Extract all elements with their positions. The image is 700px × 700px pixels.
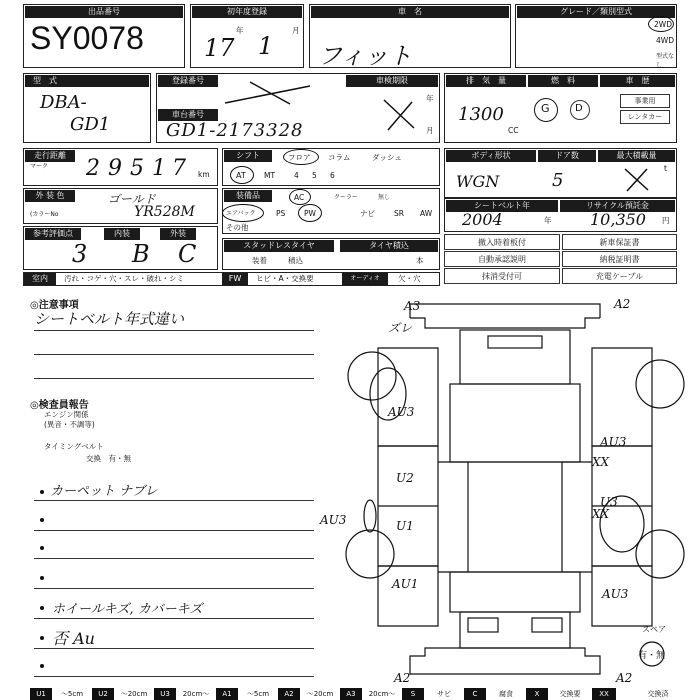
mark-a2-bottom-right: A2 — [616, 671, 633, 685]
mark-a3-top: A3 — [404, 299, 421, 313]
legend-v-3: 20cm〜 — [176, 688, 216, 700]
history-opt2: レンタカー — [620, 110, 670, 124]
report-rule-5 — [34, 618, 314, 619]
doc-6: 充電ケーブル — [562, 268, 677, 284]
inspection-label: 車検期限 — [346, 75, 438, 87]
first-reg-year: 17 — [204, 34, 235, 62]
report-rule-6 — [34, 648, 314, 649]
studless-b: 積込 — [288, 256, 303, 265]
legend-k-9: X — [526, 688, 548, 700]
report-item-5: ホイールキズ, カバーキズ — [52, 602, 203, 617]
legend-k-8: C — [464, 688, 486, 700]
grade-4wd: 4WD — [656, 36, 674, 45]
fuel-g: G — [541, 102, 550, 115]
seatbelt-label: シートベルト年 — [446, 200, 558, 212]
report-item-1: カーペット ナブレ — [50, 484, 158, 499]
report-title: ◎検査員報告 — [30, 400, 89, 411]
recycle-label: リサイクル預託金 — [560, 200, 675, 212]
equip-ac-circle — [289, 189, 311, 205]
load-label: 最大積載量 — [598, 150, 675, 162]
studless-label: スタッドレスタイヤ — [224, 240, 334, 252]
displacement-value: 1300 — [458, 104, 504, 125]
score-total-label: 参考評価点 — [25, 228, 81, 240]
mark-a2-bottom: A2 — [394, 671, 411, 685]
legend-v-1: 〜5cm — [52, 688, 92, 700]
doc-4: 納税証明書 — [562, 251, 677, 267]
legend-v-5: 〜20cm — [300, 688, 340, 700]
mark-zure: ズレ — [388, 321, 413, 335]
mileage-unit: km — [198, 170, 210, 179]
first-reg-month: 1 — [258, 32, 274, 60]
equip-pw: PW — [304, 209, 316, 218]
mark-au3-right2: AU3 — [602, 587, 629, 601]
shift-dash: ダッシュ — [372, 153, 402, 162]
grade-none: 型式なし — [656, 53, 675, 69]
equip-ac: AC — [294, 193, 305, 202]
equip-navi: ナビ — [360, 209, 375, 218]
color-value: ゴールド — [108, 192, 156, 206]
car-name-value: フィット — [318, 42, 413, 70]
notes-line1: シートベルト年式違い — [34, 310, 185, 328]
score-int-label: 内装 — [104, 228, 140, 240]
fuel-label: 燃 料 — [528, 75, 598, 87]
load-cross-mark — [622, 166, 652, 194]
legend-k-4: A1 — [216, 688, 238, 700]
displacement-unit: CC — [508, 126, 519, 135]
inspection-year-label: 年 — [426, 94, 434, 103]
score-interior: B — [132, 240, 150, 268]
equip-airbag: エアバック — [226, 210, 256, 217]
body-label: ボディ形状 — [446, 150, 536, 162]
notes-title: ◎注意事項 — [30, 300, 79, 311]
legend-v-7: サビ — [424, 688, 464, 700]
legend-v-6: 20cm〜 — [362, 688, 402, 700]
mark-a2-top-right: A2 — [614, 297, 631, 311]
shift-floor: フロア — [288, 153, 311, 162]
legend-k-10: XX — [592, 688, 616, 700]
load-unit: t — [664, 164, 667, 173]
report-bullet-5 — [40, 606, 44, 610]
chassis-label: 車台番号 — [158, 109, 218, 121]
mark-au3-right: AU3 — [600, 435, 627, 449]
report-rule-4 — [34, 588, 314, 589]
legend-k-2: U2 — [92, 688, 114, 700]
spare-label: スペア — [642, 625, 666, 634]
car-name-label: 車 名 — [311, 6, 509, 18]
audio-row-label: オーディオ — [342, 273, 388, 285]
legend-k-3: U3 — [154, 688, 176, 700]
interior-row-items: 汚れ・コゲ・穴・スレ・破れ・シミ — [64, 274, 184, 283]
first-reg-year-label: 年 — [236, 26, 244, 35]
score-ext-label: 外装 — [160, 228, 196, 240]
equip-other: その他 — [226, 223, 249, 232]
mileage-label: 走行距離 — [25, 150, 75, 162]
legend-v-10: 交換済 — [616, 688, 700, 700]
shift-label: シフト — [224, 150, 272, 162]
shift-4: 4 — [294, 171, 299, 180]
seatbelt-value: 2004 — [462, 210, 503, 229]
first-reg-label: 初年度登録 — [192, 6, 302, 18]
report-item-6: 否 Au — [52, 629, 95, 648]
shift-column: コラム — [328, 153, 351, 162]
equip-sr: SR — [394, 209, 404, 218]
shift-5: 5 — [312, 171, 317, 180]
fuel-d: D — [575, 103, 583, 114]
interior-row-label: 室内 — [24, 273, 56, 285]
equip-ps: PS — [276, 209, 286, 218]
recycle-unit: 円 — [662, 216, 670, 225]
equip-cooler: クーラー — [334, 194, 359, 201]
mileage-digit-4: 1 — [152, 156, 166, 181]
inspection-cross-mark — [380, 96, 420, 136]
color-sub: (カラーNo — [30, 211, 59, 218]
report-rule-7 — [34, 676, 314, 677]
report-rule-1 — [34, 500, 314, 501]
history-label: 車 歴 — [600, 75, 675, 87]
inspection-month-label: 月 — [426, 126, 434, 135]
equip-pw-circle — [298, 204, 322, 222]
report-timing-val: 交換 有・無 — [86, 454, 131, 463]
doc-5: 抹消受付可 — [444, 268, 560, 284]
report-engine: エンジン関係 — [44, 410, 89, 419]
equip-label: 装備品 — [224, 190, 272, 202]
tyre-label: タイヤ積込 — [340, 240, 438, 252]
legend-k-5: A2 — [278, 688, 300, 700]
legend-k-1: U1 — [30, 688, 52, 700]
model-type-label: 型 式 — [25, 75, 149, 87]
shift-floor-circle — [283, 149, 319, 165]
equip-none: 無し — [378, 194, 391, 201]
grade-label: グレード／類別型式 — [517, 6, 675, 18]
shift-at: AT — [236, 171, 246, 180]
displacement-label: 排 気 量 — [446, 75, 526, 87]
model-type-top: DBA- — [40, 92, 87, 113]
legend-v-2: 〜20cm — [114, 688, 154, 700]
mark-au1: AU1 — [392, 577, 419, 591]
mileage-digit-5: 7 — [172, 156, 186, 181]
equip-airbag-circle — [222, 204, 264, 222]
notes-rule-2 — [34, 354, 314, 355]
doors-value: 5 — [552, 170, 564, 191]
car-diagram — [320, 296, 700, 688]
legend-v-4: 〜5cm — [238, 688, 278, 700]
shift-mt: MT — [264, 171, 276, 180]
seatbelt-unit: 年 — [544, 216, 552, 225]
color-label: 外 装 色 — [25, 190, 75, 202]
legend-k-7: S — [402, 688, 424, 700]
model-type-bottom: GD1 — [70, 114, 111, 135]
grade-2wd: 2WD — [654, 20, 672, 29]
mark-au3-mid-left: AU3 — [320, 513, 347, 527]
fw-row-label: FW — [222, 273, 248, 285]
score-total: 3 — [72, 240, 88, 268]
history-opt1: 事業用 — [620, 94, 670, 108]
tyre-unit: 本 — [416, 256, 424, 265]
mark-u2: U2 — [396, 471, 414, 485]
report-rule-3 — [34, 558, 314, 559]
mark-xx1: XX — [592, 455, 610, 469]
color-code: YR528M — [134, 204, 195, 220]
audio-row-items: 欠・穴 — [398, 274, 421, 283]
doc-1: 撤入時着板付 — [444, 234, 560, 250]
legend-v-8: 腐食 — [486, 688, 526, 700]
mileage-sub: マーク — [30, 163, 49, 170]
mileage-digit-3: 5 — [130, 156, 144, 181]
report-engine-sub: (異音・不調等) — [44, 420, 95, 429]
report-bullet-2 — [40, 518, 44, 522]
shift-at-circle — [230, 166, 254, 184]
report-bullet-7 — [40, 664, 44, 668]
notes-rule-1 — [34, 330, 314, 331]
mark-u3: U3 — [600, 495, 618, 509]
legend-k-6: A3 — [340, 688, 362, 700]
lot-number: SY0078 — [30, 20, 144, 56]
report-bullet-3 — [40, 546, 44, 550]
report-bullet-4 — [40, 576, 44, 580]
report-bullet-1 — [40, 490, 44, 494]
reg-no-label: 登録番号 — [158, 75, 218, 87]
reg-cross-mark — [220, 78, 320, 108]
mark-xx2: XX — [592, 507, 610, 521]
recycle-value: 10,350 — [590, 210, 646, 229]
doc-2: 新車保証書 — [562, 234, 677, 250]
doc-3: 自動承認説明 — [444, 251, 560, 267]
grade-2wd-circle — [648, 16, 674, 32]
spare-value: 有・無 — [638, 651, 666, 661]
notes-rule-3 — [34, 378, 314, 379]
mark-au3-left: AU3 — [388, 405, 415, 419]
lot-label: 出品番号 — [25, 6, 183, 18]
chassis-value: GD1-2173328 — [166, 120, 304, 141]
report-timing: タイミングベルト — [44, 442, 104, 451]
studless-a: 装着 — [252, 256, 267, 265]
body-value: WGN — [456, 172, 500, 191]
equip-aw: AW — [420, 209, 433, 218]
mileage-digit-1: 2 — [86, 156, 100, 181]
first-reg-month-label: 月 — [292, 26, 300, 35]
report-rule-2 — [34, 530, 314, 531]
mark-u1: U1 — [396, 519, 414, 533]
mileage-digit-2: 9 — [108, 156, 122, 181]
report-bullet-6 — [40, 636, 44, 640]
doors-label: ドア数 — [538, 150, 596, 162]
shift-6: 6 — [330, 171, 335, 180]
score-exterior: C — [178, 240, 197, 268]
fw-row-items: ヒビ・A・交換要 — [256, 274, 314, 283]
legend-v-9: 交換要 — [548, 688, 592, 700]
